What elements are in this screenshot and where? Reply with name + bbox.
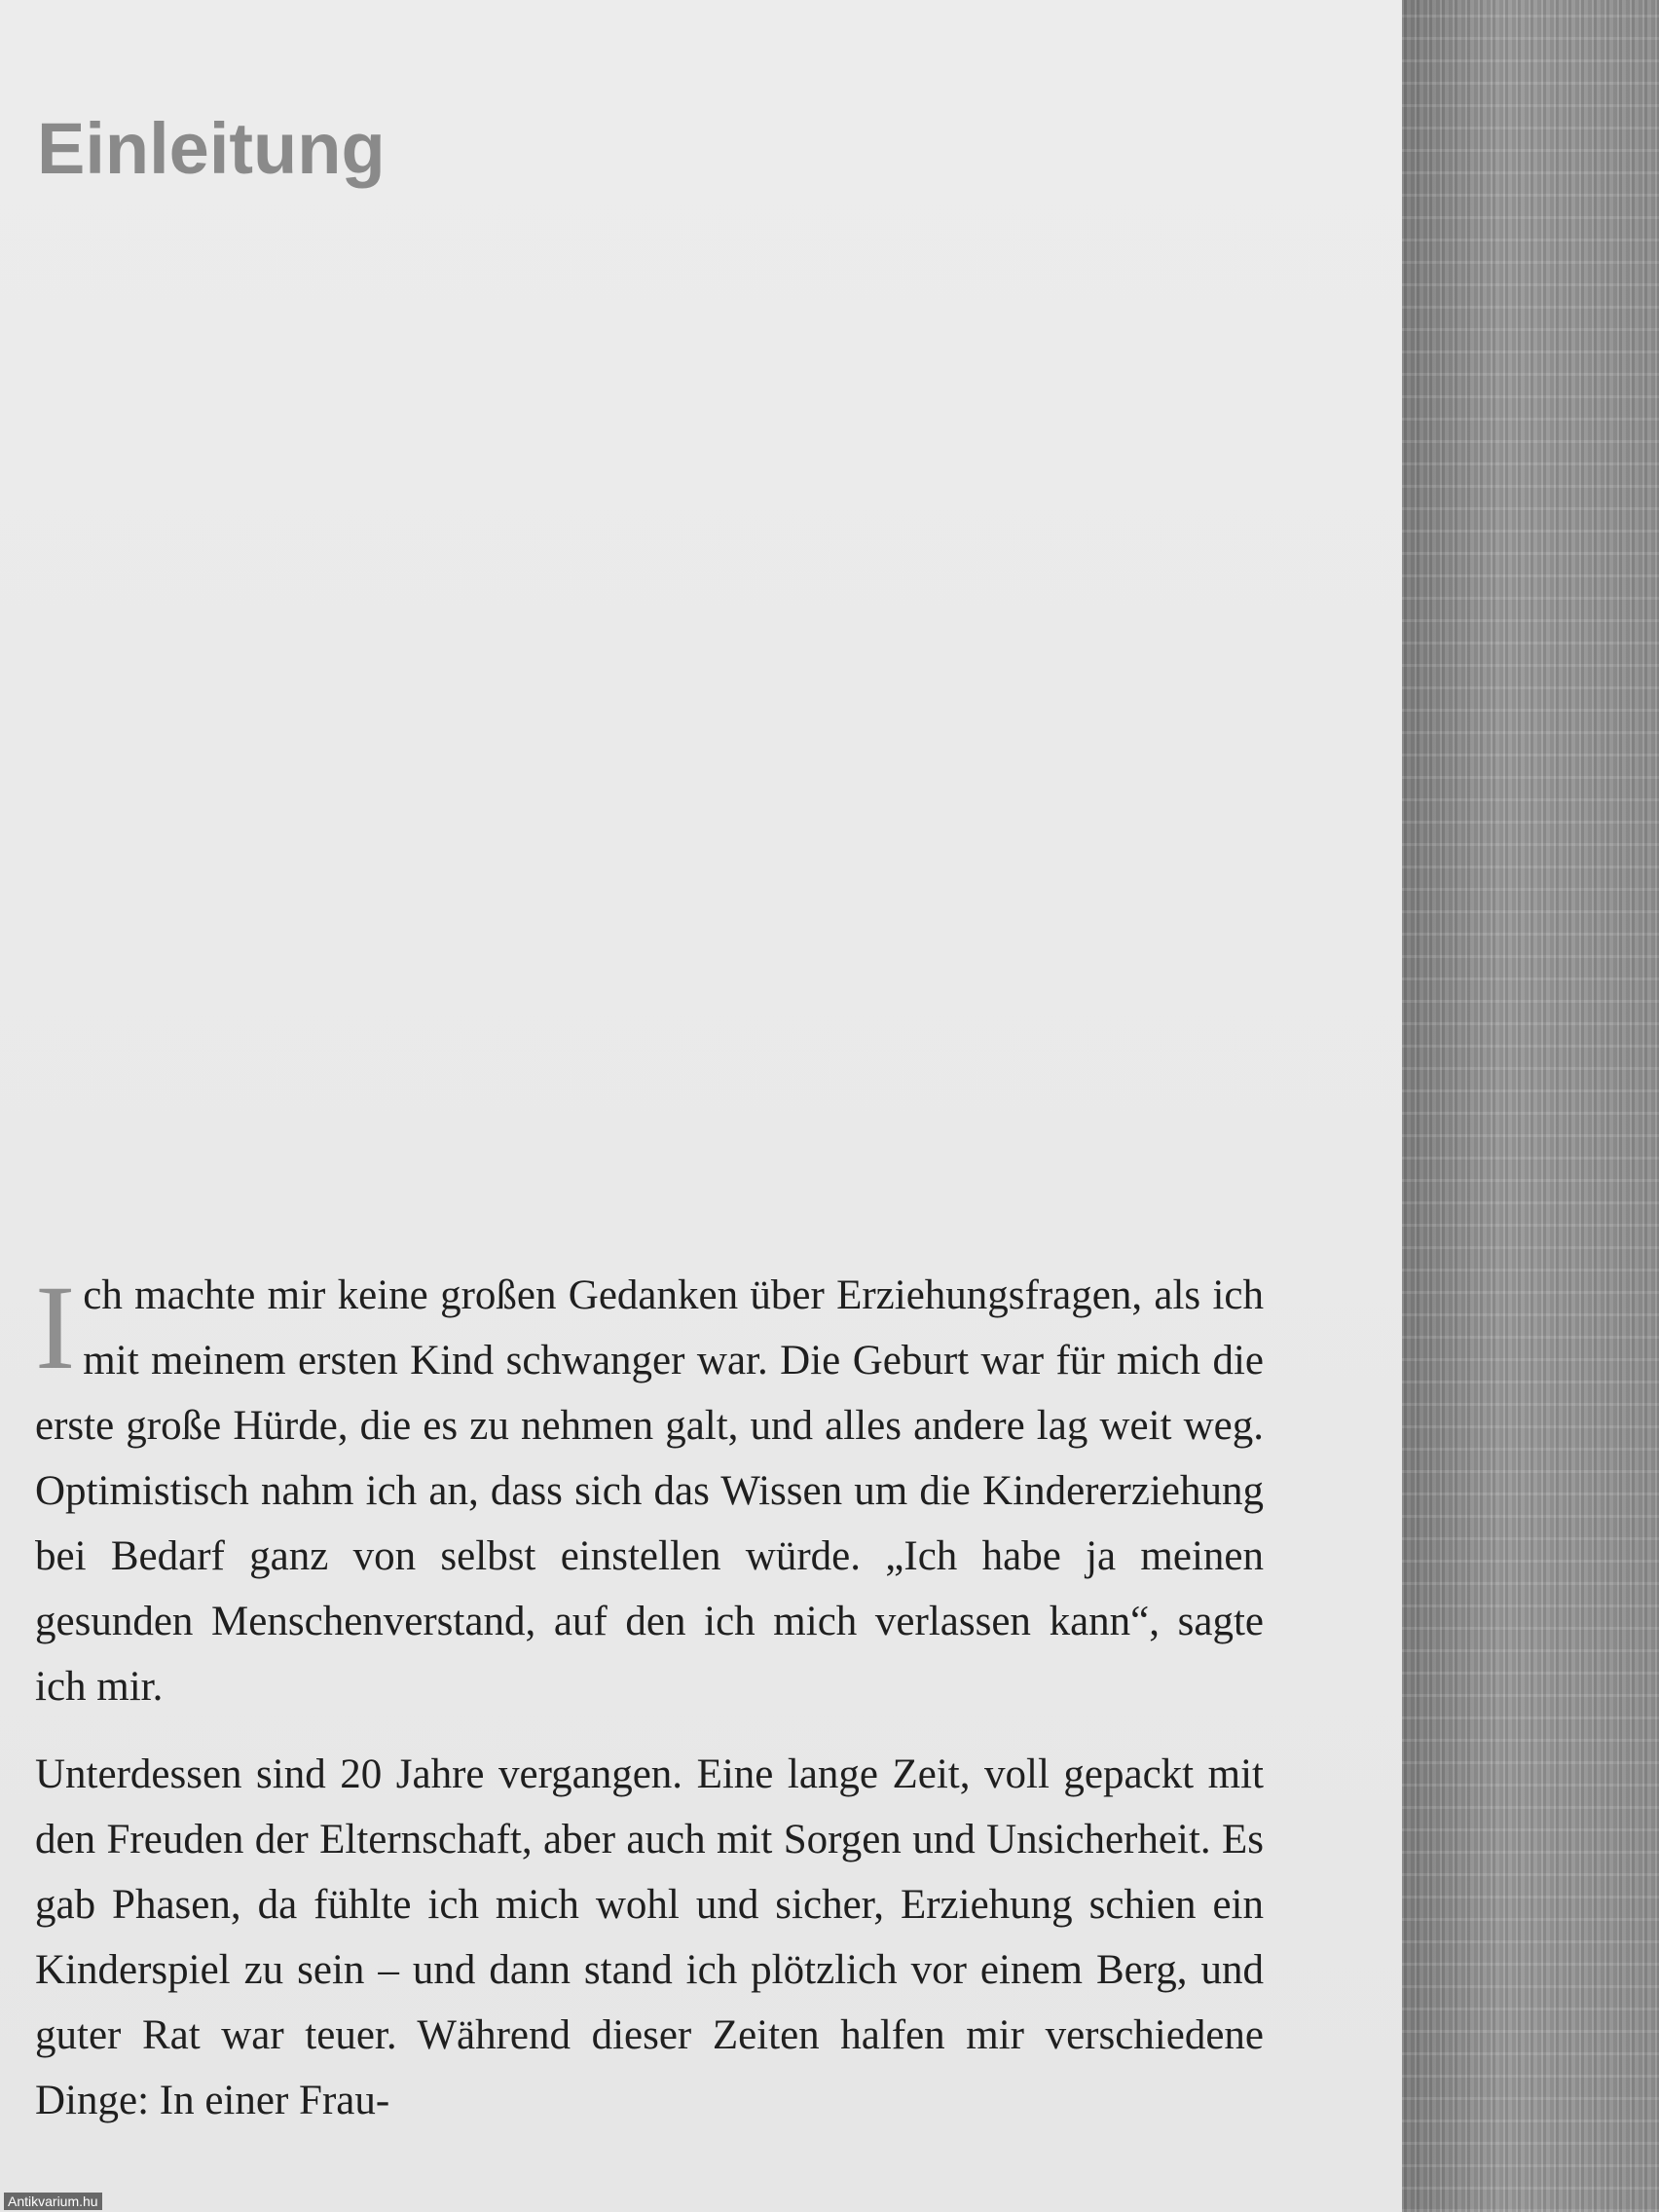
paragraph-1 bbox=[35, 1263, 1264, 1719]
paragraph-1-text: ch machte mir keine großen Gedanken über Erziehungsfragen, als ich mit meinem ersten Kind schwanger war. Die Geburt war für mich die erste große Hürde, die es zu nehmen galt, und alles andere lag weit weg. Optimistisch nahm ich an, dass sich das Wissen um die Kindererziehung bei Bedarf ganz von selbst einstellen würde. „Ich habe ja meinen gesunden Menschenverstand, auf den ich mich verlassen kann“, sagte ich mir. bbox=[35, 1272, 1264, 1710]
watermark: Antikvarium.hu bbox=[4, 2193, 102, 2210]
wooden-table-background bbox=[1402, 0, 1659, 2212]
paragraph-2: Unterdessen sind 20 Jahre vergangen. Eine lange Zeit, voll gepackt mit den Freuden der Elternschaft, aber auch mit Sorgen und Unsicherheit. Es gab Phasen, da fühlte ich mich wohl und sicher, Erziehung schien ein Kinderspiel zu sein – und dann stand ich plötzlich vor einem Berg, und guter Rat war teuer. Während dieser Zeiten halfen mir verschiedene Dinge: In einer Frau- bbox=[35, 1751, 1264, 2123]
chapter-heading: Einleitung bbox=[37, 108, 386, 189]
drop-cap: I bbox=[35, 1261, 76, 1394]
body-text bbox=[35, 1263, 1264, 2133]
